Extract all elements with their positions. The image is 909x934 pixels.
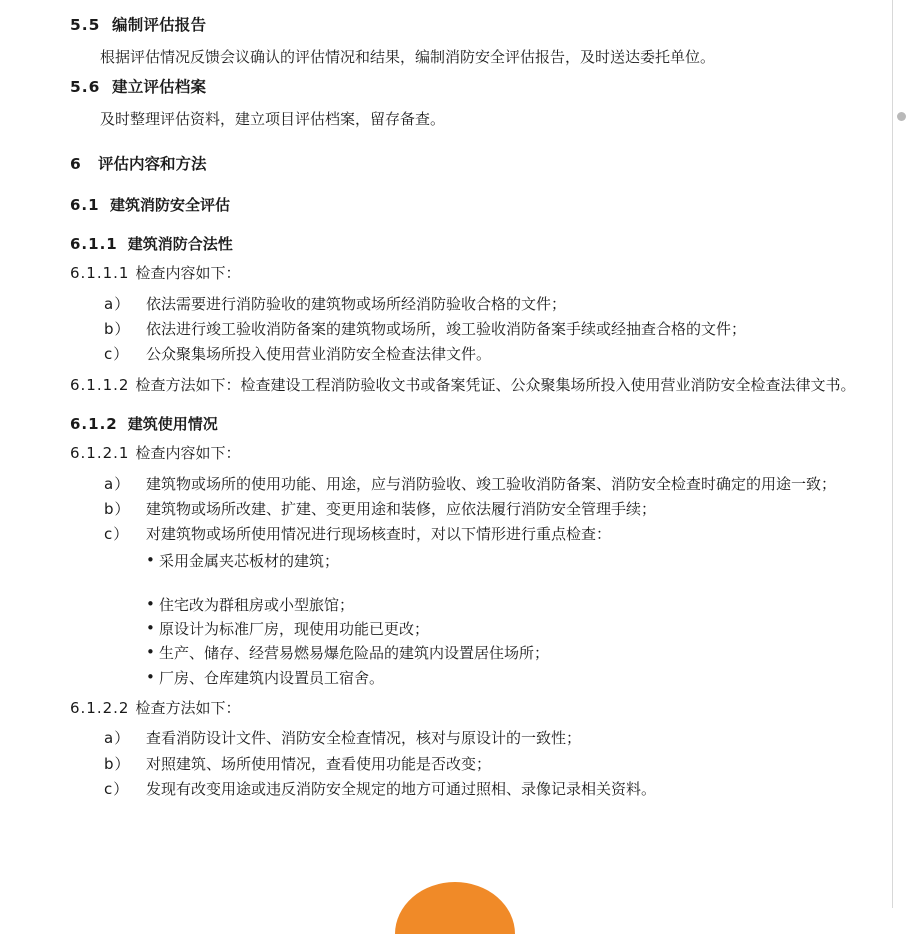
list-item-text: 依法需要进行消防验收的建筑物或场所经消防验收合格的文件； xyxy=(146,294,567,313)
bullet-item: • 厂房、仓库建筑内设置员工宿舍。 xyxy=(146,666,870,690)
heading-5-6-title: 建立评估档案 xyxy=(112,77,207,96)
clause-6-1-1-1-number: 6.1.1.1 xyxy=(70,264,130,283)
list-6-1-2-1 xyxy=(70,472,870,547)
heading-6-number: 6 xyxy=(70,155,81,174)
clause-6-1-1-2-text: 检查方法如下：检查建设工程消防验收文书或备案凭证、公众聚集场所投入使用营业消防安全检查法律文书。 xyxy=(135,375,856,394)
heading-6-1-number: 6.1 xyxy=(70,196,100,215)
paragraph-5-5: 根据评估情况反馈会议确认的评估情况和结果，编制消防安全评估报告，及时送达委托单位。 xyxy=(100,48,716,67)
heading-5-5-number: 5.5 xyxy=(70,16,101,34)
list-item xyxy=(104,472,870,496)
list-item-text: 对建筑物或场所使用情况进行现场核查时，对以下情形进行重点检查： xyxy=(146,525,612,544)
clause-6-1-2-2-lead: 检查方法如下： xyxy=(135,699,241,717)
list-item-marker: c） xyxy=(104,525,130,544)
list-item xyxy=(104,317,870,341)
list-item xyxy=(104,726,870,750)
heading-6-1-2 xyxy=(70,413,870,436)
list-6-1-2-2 xyxy=(70,726,870,801)
list-item xyxy=(104,752,870,776)
heading-6-1-1-number: 6.1.1 xyxy=(70,234,118,253)
list-item-marker: c） xyxy=(104,345,130,364)
list-item xyxy=(104,777,870,801)
clause-6-1-1-2 xyxy=(70,373,870,397)
list-item xyxy=(104,497,870,521)
bullet-list-6-1-2-1 xyxy=(70,549,870,690)
clause-6-1-1-1 xyxy=(70,261,870,285)
list-6-1-1-1 xyxy=(70,292,870,367)
list-item-text: 查看消防设计文件、消防安全检查情况，核对与原设计的一致性； xyxy=(146,729,582,748)
list-item-text: 发现有改变用途或违反消防安全规定的地方可通过照相、录像记录相关资料。 xyxy=(146,779,657,798)
list-item-marker: b） xyxy=(104,754,131,773)
list-item-text: 公众聚集场所投入使用营业消防安全检查法律文件。 xyxy=(146,345,492,364)
list-item-marker: c） xyxy=(104,779,130,798)
vertical-scrollbar[interactable] xyxy=(892,0,909,908)
clause-6-1-1-1-lead: 检查内容如下： xyxy=(135,264,241,283)
heading-6-1-1-title: 建筑消防合法性 xyxy=(127,234,233,253)
heading-6 xyxy=(70,153,870,176)
list-item-marker: b） xyxy=(104,499,131,518)
clause-6-1-2-2 xyxy=(70,696,870,720)
clause-6-1-2-1-lead: 检查内容如下： xyxy=(135,444,241,463)
list-item xyxy=(104,342,870,366)
list-item xyxy=(104,292,870,316)
scrollbar-thumb[interactable] xyxy=(897,112,906,121)
list-item-text: 对照建筑、场所使用情况，查看使用功能是否改变； xyxy=(146,754,492,773)
heading-5-5 xyxy=(70,14,870,37)
heading-5-5-title: 编制评估报告 xyxy=(112,16,207,34)
list-item-marker: a） xyxy=(104,294,131,313)
heading-6-1-title: 建筑消防安全评估 xyxy=(110,196,231,215)
list-item xyxy=(104,522,870,546)
heading-6-1 xyxy=(70,194,870,217)
list-item-marker: b） xyxy=(104,319,131,338)
clause-6-1-2-1-number: 6.1.2.1 xyxy=(70,444,130,463)
heading-6-1-2-title: 建筑使用情况 xyxy=(127,414,218,433)
bullet-item: • 采用金属夹芯板材的建筑； xyxy=(146,549,870,573)
clause-6-1-2-1 xyxy=(70,441,870,465)
heading-6-1-2-number: 6.1.2 xyxy=(70,414,118,433)
clause-6-1-2-2-number: 6.1.2.2 xyxy=(70,699,130,717)
list-item-text: 建筑物或场所改建、扩建、变更用途和装修，应依法履行消防安全管理手续； xyxy=(146,499,657,518)
list-item-marker: a） xyxy=(104,729,131,748)
bullet-item: • 住宅改为群租房或小型旅馆； xyxy=(146,593,870,617)
list-item-text: 依法进行竣工验收消防备案的建筑物或场所，竣工验收消防备案手续或经抽查合格的文件； xyxy=(146,319,747,338)
bullet-item-blank xyxy=(146,573,870,593)
clause-6-1-1-2-number: 6.1.1.2 xyxy=(70,375,130,394)
list-item-text: 建筑物或场所的使用功能、用途，应与消防验收、竣工验收消防备案、消防安全检查时确定的用途一致； xyxy=(146,474,837,493)
heading-5-6 xyxy=(70,76,870,99)
list-item-marker: a） xyxy=(104,474,131,493)
heading-6-title: 评估内容和方法 xyxy=(98,155,207,174)
heading-6-1-1 xyxy=(70,233,870,256)
paragraph-5-6: 及时整理评估资料，建立项目评估档案，留存备查。 xyxy=(100,109,446,128)
bullet-item: • 原设计为标准厂房，现使用功能已更改； xyxy=(146,617,870,641)
heading-5-6-number: 5.6 xyxy=(70,77,101,96)
bullet-item: • 生产、储存、经营易燃易爆危险品的建筑内设置居住场所； xyxy=(146,641,870,665)
